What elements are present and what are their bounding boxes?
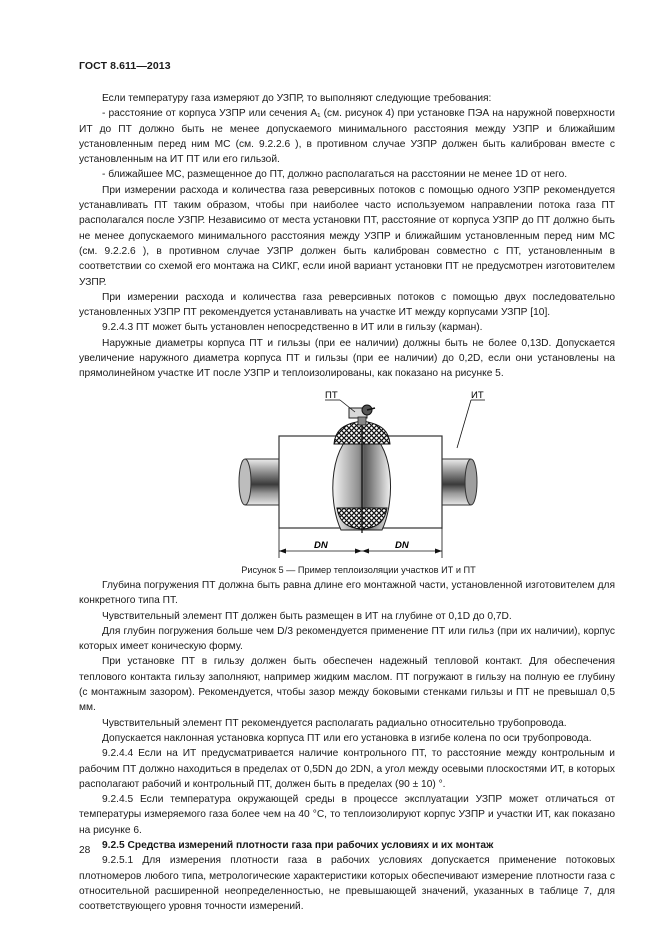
page-number: 28	[79, 845, 91, 856]
paragraph: При измерении расхода и количества газа реверсивных потоков с помощью одного УЗПР рекомендуется устанавливать ПТ таким образом, чтобы при наиболее часто используемом направлении потока газа ПТ располагался после УЗПР. Независимо от места установки ПТ, расстояние от корпуса УЗПР до ПТ должно быть не менее допускаемого минимального расстояния между УЗПР и ближайшим установленным перед ним МС (см. 9.2.2.6 ), в противном случае УЗПР должен быть калиброван совместно с ПТ, установленным в соответствии со схемой его монтажа на СИКГ, если иной вариант установки ПТ не предусмотрен изготовителем УЗПР.	[79, 184, 615, 288]
paragraph: При установке ПТ в гильзу должен быть обеспечен надежный тепловой контакт. Для обеспечения теплового контакта гильзу заполняют, например жидким маслом. ПТ погружают в гильзу на полную ее глубину (с монтажным зазором). Рекомендуется, чтобы зазор между боковыми стенками гильзы и ПТ не превышал 0,5 мм.	[79, 656, 615, 714]
paragraph: 9.2.4.5 Если температура окружающей среды в процессе эксплуатации УЗПР может отличаться от температуры измеряемого газа более чем на 40 °С, то теплоизолируют корпус УЗПР и участки ИТ, как показано на рисунке 6.	[79, 794, 615, 836]
paragraph: Чувствительный элемент ПТ должен быть размещен в ИТ на глубине от 0,1D до 0,7D.	[102, 610, 512, 622]
paragraph: Для глубин погружения больше чем D/3 рекомендуется применение ПТ или гильз (при их наличии), корпус которых имеет коническую форму.	[79, 625, 615, 653]
insulation-diagram	[79, 388, 615, 563]
section-heading: 9.2.5 Средства измерений плотности газа при рабочих условиях и их монтаж	[102, 839, 494, 851]
paragraph: 9.2.4.4 Если на ИТ предусматривается наличие контрольного ПТ, то расстояние между контрольным и рабочим ПТ должно находиться в пределах от 0,5DN до 2DN, а угол между осевыми плоскостями ИТ, в которых располагают рабочий и контрольный ПТ, должен быть в пределах (90 ± 10) °.	[79, 748, 615, 790]
document-body	[79, 91, 615, 914]
temperature-sensor-icon	[349, 405, 375, 425]
label-pt: ПТ	[325, 389, 338, 401]
paragraph: Допускается наклонная установка корпуса ПТ или его установка в изгибе колена по оси трубопровода.	[102, 732, 592, 744]
figure-caption: Рисунок 5 — Пример теплоизоляции участков ИТ и ПТ	[241, 564, 476, 575]
document-header: ГОСТ 8.611—2013	[79, 60, 171, 72]
paragraph: Наружные диаметры корпуса ПТ и гильзы (при ее наличии) должны быть не более 0,13D. Допускается увеличение наружного диаметра корпуса ПТ и гильзы (при ее наличии) до 0,2D, если они установлены на прямолинейном участке ИТ после УЗПР и теплоизолированы, как показано на рисунке 5.	[79, 337, 615, 380]
paragraph: При измерении расхода и количества газа реверсивных потоков с помощью двух последовательно установленных УЗПР ПТ рекомендуется устанавливать на участке ИТ между корпусами УЗПР [10].	[79, 291, 615, 319]
label-it: ИТ	[471, 389, 484, 401]
inlet-pipe	[239, 459, 284, 505]
outlet-pipe	[439, 459, 477, 505]
paragraph: 9.2.5.1 Для измерения плотности газа в рабочих условиях допускается применение потоковых плотномеров любого типа, метрологические характеристики которых обеспечивают измерение плотности газа с относительной расширенной неопределенностью, не превышающей значений, указанных в таблице 7, для соответствующего уровня точности измерений.	[79, 855, 615, 913]
paragraph: Глубина погружения ПТ должна быть равна длине его монтажной части, установленной изготовителем для конкретного типа ПТ.	[79, 579, 615, 607]
dimension-left: DN	[314, 539, 328, 551]
paragraph: 9.2.4.3 ПТ может быть установлен непосредственно в ИТ или в гильзу (карман).	[102, 322, 483, 334]
figure-5	[79, 388, 615, 563]
paragraph: Чувствительный элемент ПТ рекомендуется располагать радиально относительно трубопровода.	[102, 717, 567, 729]
dimension-right: DN	[395, 539, 409, 551]
paragraph: - расстояние от корпуса УЗПР или сечения А₁ (см. рисунок 4) при установке ПЭА на наружной поверхности ИТ до ПТ должно быть не менее допускаемого минимального расстояния между УЗПР и ближайшим установленным перед ним МС (см. 9.2.2.6 ), в противном случае УЗПР должен быть калиброван вместе с установленным на ИТ ПТ или его гильзой.	[79, 108, 615, 166]
dimension-lines	[279, 528, 442, 558]
paragraph: - ближайшее МС, размещенное до ПТ, должно располагаться на расстоянии не менее 1D от него.	[102, 169, 568, 181]
paragraph: Если температуру газа измеряют до УЗПР, то выполняют следующие требования:	[102, 93, 492, 104]
